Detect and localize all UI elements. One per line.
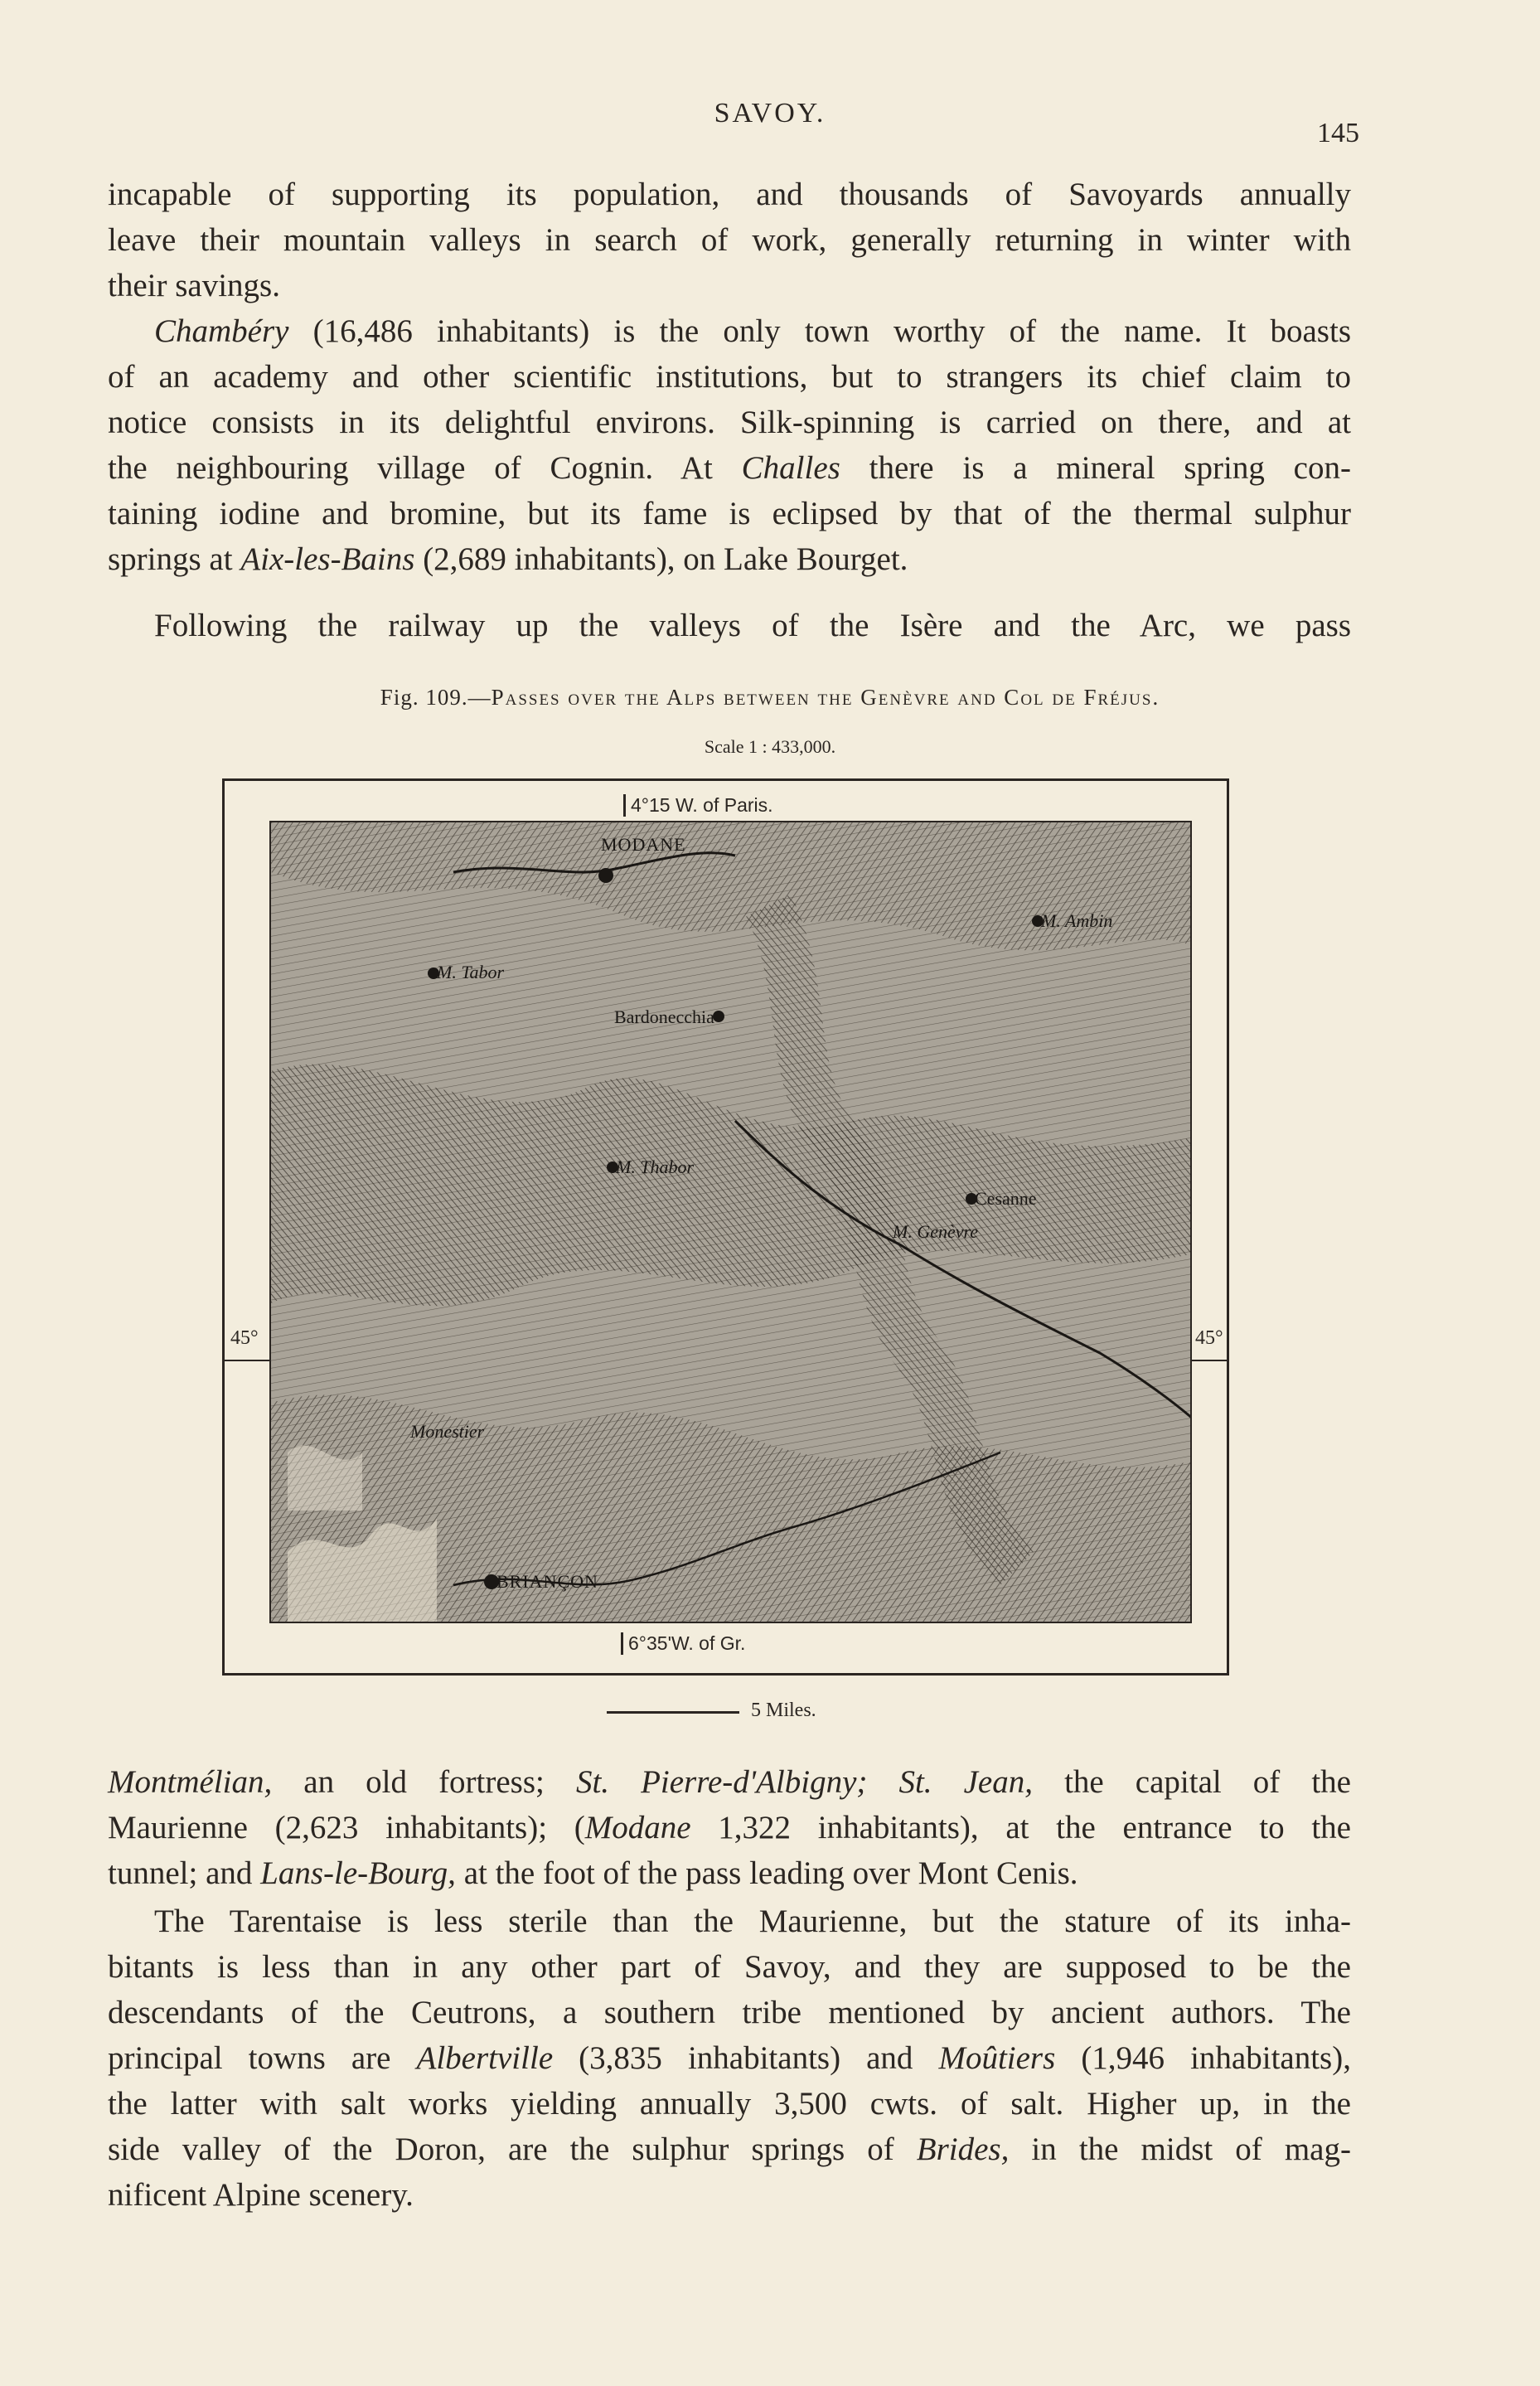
text-run: (2,689 inhabitants), on Lake Bourget.	[414, 541, 908, 577]
place-label-modane: MODANE	[601, 834, 686, 855]
text-run: the neighbouring village of Cognin. At	[108, 450, 742, 486]
text-line: taining iodine and bromine, but its fame is eclipsed by that of the thermal sulphur	[108, 496, 1351, 531]
text-line: descendants of the Ceutrons, a southern tribe mentioned by ancient authors. The	[108, 1995, 1351, 2030]
latitude-tick-right	[1192, 1360, 1229, 1361]
text-line	[108, 445, 1351, 491]
text-line	[108, 1759, 1351, 1805]
text-line: Following the railway up the valleys of the Isère and the Arc, we pass	[154, 608, 1351, 643]
place-chambery: Chambéry	[154, 313, 289, 349]
place-modane: Modane	[584, 1810, 691, 1845]
text-line	[108, 1805, 1351, 1850]
paragraph-1	[108, 172, 1351, 308]
figure-caption	[0, 685, 1540, 710]
place-moutiers: Moûtiers	[938, 2040, 1056, 2076]
place-lans-le-bourg: Lans-le-Bourg,	[260, 1855, 456, 1891]
place-label-briancon: BRIANÇON	[496, 1571, 598, 1592]
text-line: leave their mountain valleys in search of work, generally returning in winter with	[108, 222, 1351, 258]
text-line: of an academy and other scientific institutions, but to strangers its chief claim to	[108, 359, 1351, 395]
place-label-monestier: Monestier	[410, 1421, 485, 1442]
running-head: SAVOY.	[714, 98, 826, 129]
text-run: (3,835 inhabitants) and	[553, 2040, 939, 2076]
text-run: springs at	[108, 541, 241, 577]
text-run: in the midst of mag-	[1009, 2131, 1351, 2167]
text-run: (1,946 inhabitants),	[1055, 2040, 1351, 2076]
paragraph-2	[108, 308, 1351, 582]
map-latitude-right: 45°	[1195, 1327, 1223, 1349]
text-run: at the foot of the pass leading over Mont Cenis.	[455, 1855, 1078, 1891]
figure-scale: Scale 1 : 433,000.	[704, 736, 836, 757]
place-label-bardonecchia: Bardonecchia	[614, 1006, 714, 1027]
map-longitude-top: 4°15 W. of Paris.	[623, 794, 773, 817]
text-run: principal towns are	[108, 2040, 417, 2076]
figure-number: Fig. 109.—	[380, 685, 492, 710]
text-line	[108, 1850, 1351, 1896]
text-run: the capital of the	[1033, 1764, 1351, 1800]
text-run: 1,322 inhabitants), at the entrance to the	[690, 1810, 1351, 1845]
text-run: there is a mineral spring con-	[840, 450, 1351, 486]
place-label-m-genevre: M. Genèvre	[893, 1221, 979, 1242]
paragraph-3	[108, 603, 1351, 648]
place-aix-les-bains: Aix-les-Bains	[240, 541, 415, 577]
map-latitude-left: 45°	[230, 1327, 259, 1349]
text-line: notice consists in its delightful environs. Silk-spinning is carried on there, and at	[108, 405, 1351, 440]
text-line: bitants is less than in any other part of Savoy, and they are supposed to be the	[108, 1949, 1351, 1985]
figure-title: Passes over the Alps between the Genèvre and Col de Fréjus.	[491, 685, 1160, 710]
text-run: side valley of the Doron, are the sulphur springs of	[108, 2131, 917, 2167]
place-label-m-thabor: M. Thabor	[616, 1157, 695, 1177]
paragraph-4	[108, 1759, 1351, 1896]
text-line: nificent Alpine scenery.	[108, 2177, 414, 2213]
text-line	[108, 536, 1351, 582]
text-line: their savings.	[108, 268, 280, 303]
text-line: The Tarentaise is less sterile than the Maurienne, but the stature of its inha-	[154, 1903, 1351, 1939]
place-label-m-ambin: M. Ambin	[1041, 910, 1113, 931]
text-run: (16,486 inhabitants) is the only town worthy of the name. It boasts	[288, 313, 1351, 349]
text-run: an old fortress;	[272, 1764, 576, 1800]
page-number: 145	[1317, 118, 1359, 148]
place-label-m-tabor: M. Tabor	[437, 962, 505, 982]
text-line	[108, 308, 1351, 354]
place-brides: Brides,	[916, 2131, 1010, 2167]
place-montmelian: Montmélian,	[108, 1764, 273, 1800]
text-line: incapable of supporting its population, and thousands of Savoyards annually	[108, 177, 1351, 212]
text-line: the latter with salt works yielding annually 3,500 cwts. of salt. Higher up, in the	[108, 2086, 1351, 2122]
text-line	[108, 2035, 1351, 2081]
place-challes: Challes	[741, 450, 840, 486]
text-run: tunnel; and	[108, 1855, 261, 1891]
place-st-pierre-st-jean: St. Pierre-d'Albigny; St. Jean,	[575, 1764, 1033, 1800]
map-longitude-bottom: 6°35'W. of Gr.	[621, 1632, 745, 1655]
scale-bar	[607, 1711, 739, 1714]
scale-bar-label: 5 Miles.	[751, 1700, 816, 1721]
place-label-cesanne: Cesanne	[975, 1188, 1037, 1209]
relief-map-drawing	[271, 822, 1192, 1623]
relief-map	[269, 821, 1192, 1623]
text-run: Maurienne (2,623 inhabitants); (	[108, 1810, 585, 1845]
latitude-tick-left	[222, 1360, 269, 1361]
place-albertville: Albertville	[416, 2040, 554, 2076]
text-line	[108, 2127, 1351, 2172]
paragraph-5	[108, 1899, 1351, 2218]
